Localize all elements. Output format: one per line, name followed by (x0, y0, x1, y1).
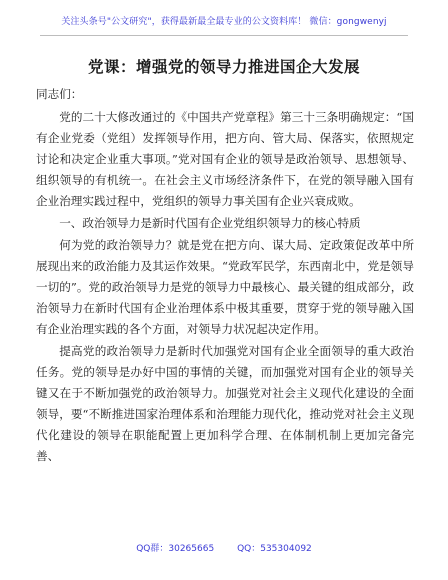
paragraph: 提高党的政治领导力是新时代加强党对国有企业全面领导的重大政治任务。党的领导是办好中国的事情的关键，而加强党对国有企业的领导关键又在于不断加强党的政治领导力。加强党对社会主义现代化建设的全面领导，要“不断推进国家治理体系和治理能力现代化，推动党对社会主义现代化建设的领导在职能配置上更加科学合理、在体制机制上更加完备完善、 (36, 344, 414, 463)
section-heading: 一、政治领导力是新时代国有企业党组织领导力的核心特质 (59, 216, 361, 230)
document-title: 党课：增强党的领导力推进国企大发展 (87, 57, 360, 76)
paragraph: 何为党的政治领导力？就是党在把方向、谋大局、定政策促改革中所展现出来的政治能力及其运作效果。“党政军民学，东西南北中，党是领导一切的”。党的政治领导力是党的领导力中最核心、最关键的组成部分，政治领导力在新时代国有企业治理体系中极其重要，贯穿于党的领导融入国有企业治理实践的各个方面，对领导力状况起决定作用。 (36, 238, 414, 336)
header-banner: 关注头条号"公文研究"，获得最新最全最专业的公文资料库！ 微信：gongwenyj (40, 14, 408, 36)
salutation: 同志们： (36, 87, 83, 101)
paragraph: 党的二十大修改通过的《中国共产党章程》第三十三条明确规定：“国有企业党委（党组）发挥领导作用，把方向、管大局、保落实，依照规定讨论和决定企业重大事项。”党对国有企业的领导是政治领导、思想领导、组织领导的有机统一。在社会主义市场经济条件下，在党的领导融入国有企业治理实践过程中，党组织的领导力事关国有企业兴衰成败。 (36, 110, 414, 208)
document-body (36, 84, 414, 467)
footer-contact: QQ群：30265665 QQ：535304092 (136, 544, 312, 554)
